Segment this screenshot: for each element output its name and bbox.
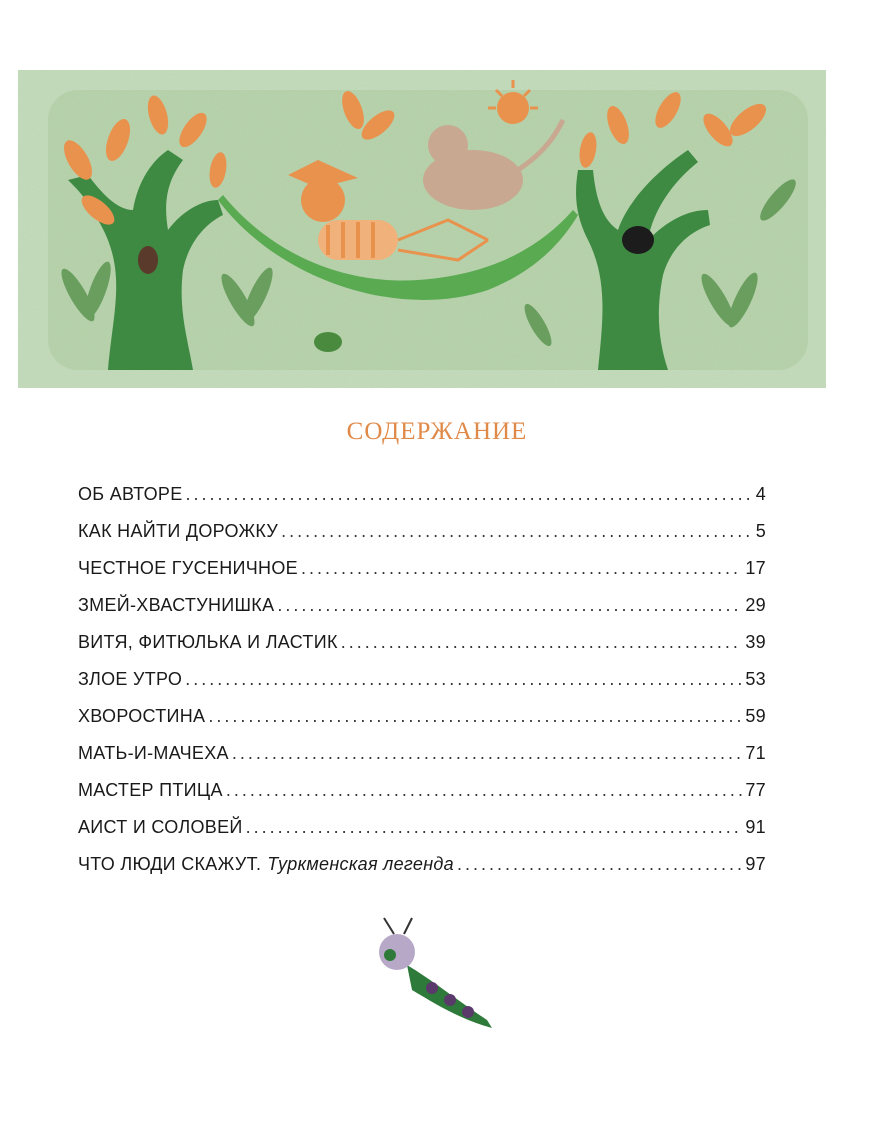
toc-page-number: 4 [755,484,766,504]
toc-leader-dots [281,521,753,542]
header-illustration [18,70,826,388]
frog [314,332,342,352]
toc-leader-dots [301,558,742,579]
toc-entry-title: КАК НАЙТИ ДОРОЖКУ [78,521,279,541]
toc-leader-dots [232,743,743,764]
toc-leader-dots [246,817,743,838]
toc-page-number: 29 [745,595,766,615]
toc-page-number: 17 [745,558,766,578]
toc-entry[interactable] [78,632,766,669]
toc-page-number: 59 [745,706,766,726]
toc-entry[interactable] [78,484,766,521]
toc-entry-title: ВИТЯ, ФИТЮЛЬКА И ЛАСТИК [78,632,338,652]
toc-entry[interactable] [78,854,766,891]
toc-leader-dots [341,632,743,653]
toc-entry[interactable] [78,669,766,706]
toc-page-number: 91 [745,817,766,837]
toc-leader-dots [457,854,742,875]
footer-illustration [362,910,512,1040]
page-title: СОДЕРЖАНИЕ [346,418,528,445]
toc-entry[interactable] [78,817,766,854]
toc-entry[interactable] [78,743,766,780]
toc-entry-title: ОБ АВТОРЕ [78,484,183,504]
toc-entry-title: МАСТЕР ПТИЦА [78,780,223,800]
toc-leader-dots [226,780,743,801]
caterpillar-illustration [362,910,512,1040]
toc-entry-title: АИСТ И СОЛОВЕЙ [78,817,243,837]
toc-entry-title: ХВОРОСТИНА [78,706,206,726]
toc-entry[interactable] [78,558,766,595]
toc-page-number: 71 [745,743,766,763]
toc-entry-title: МАТЬ-И-МАЧЕХА [78,743,229,763]
toc-page-number: 53 [745,669,766,689]
toc-entry[interactable] [78,521,766,558]
toc-page-number: 97 [745,854,766,874]
toc-entry[interactable] [78,595,766,632]
toc-page-number: 77 [745,780,766,800]
toc-leader-dots [277,595,742,616]
toc-page-number: 5 [755,521,766,541]
toc-entry-title: ЗМЕЙ-ХВАСТУНИШКА [78,595,275,615]
toc-leader-dots [185,669,742,690]
toc-leader-dots [208,706,742,727]
toc-page-number: 39 [745,632,766,652]
table-of-contents [78,484,766,891]
toc-entry-title: ЧТО ЛЮДИ СКАЖУТ. [78,854,262,874]
toc-entry-title: ЗЛОЕ УТРО [78,669,183,689]
toc-leader-dots [186,484,753,505]
toc-entry[interactable] [78,780,766,817]
toc-entry-subtitle: Туркменская легенда [267,854,454,874]
forest-hammock-illustration [18,70,826,388]
sun-icon [497,92,529,124]
toc-entry[interactable] [78,706,766,743]
toc-entry-title: ЧЕСТНОЕ ГУСЕНИЧНОЕ [78,558,298,578]
